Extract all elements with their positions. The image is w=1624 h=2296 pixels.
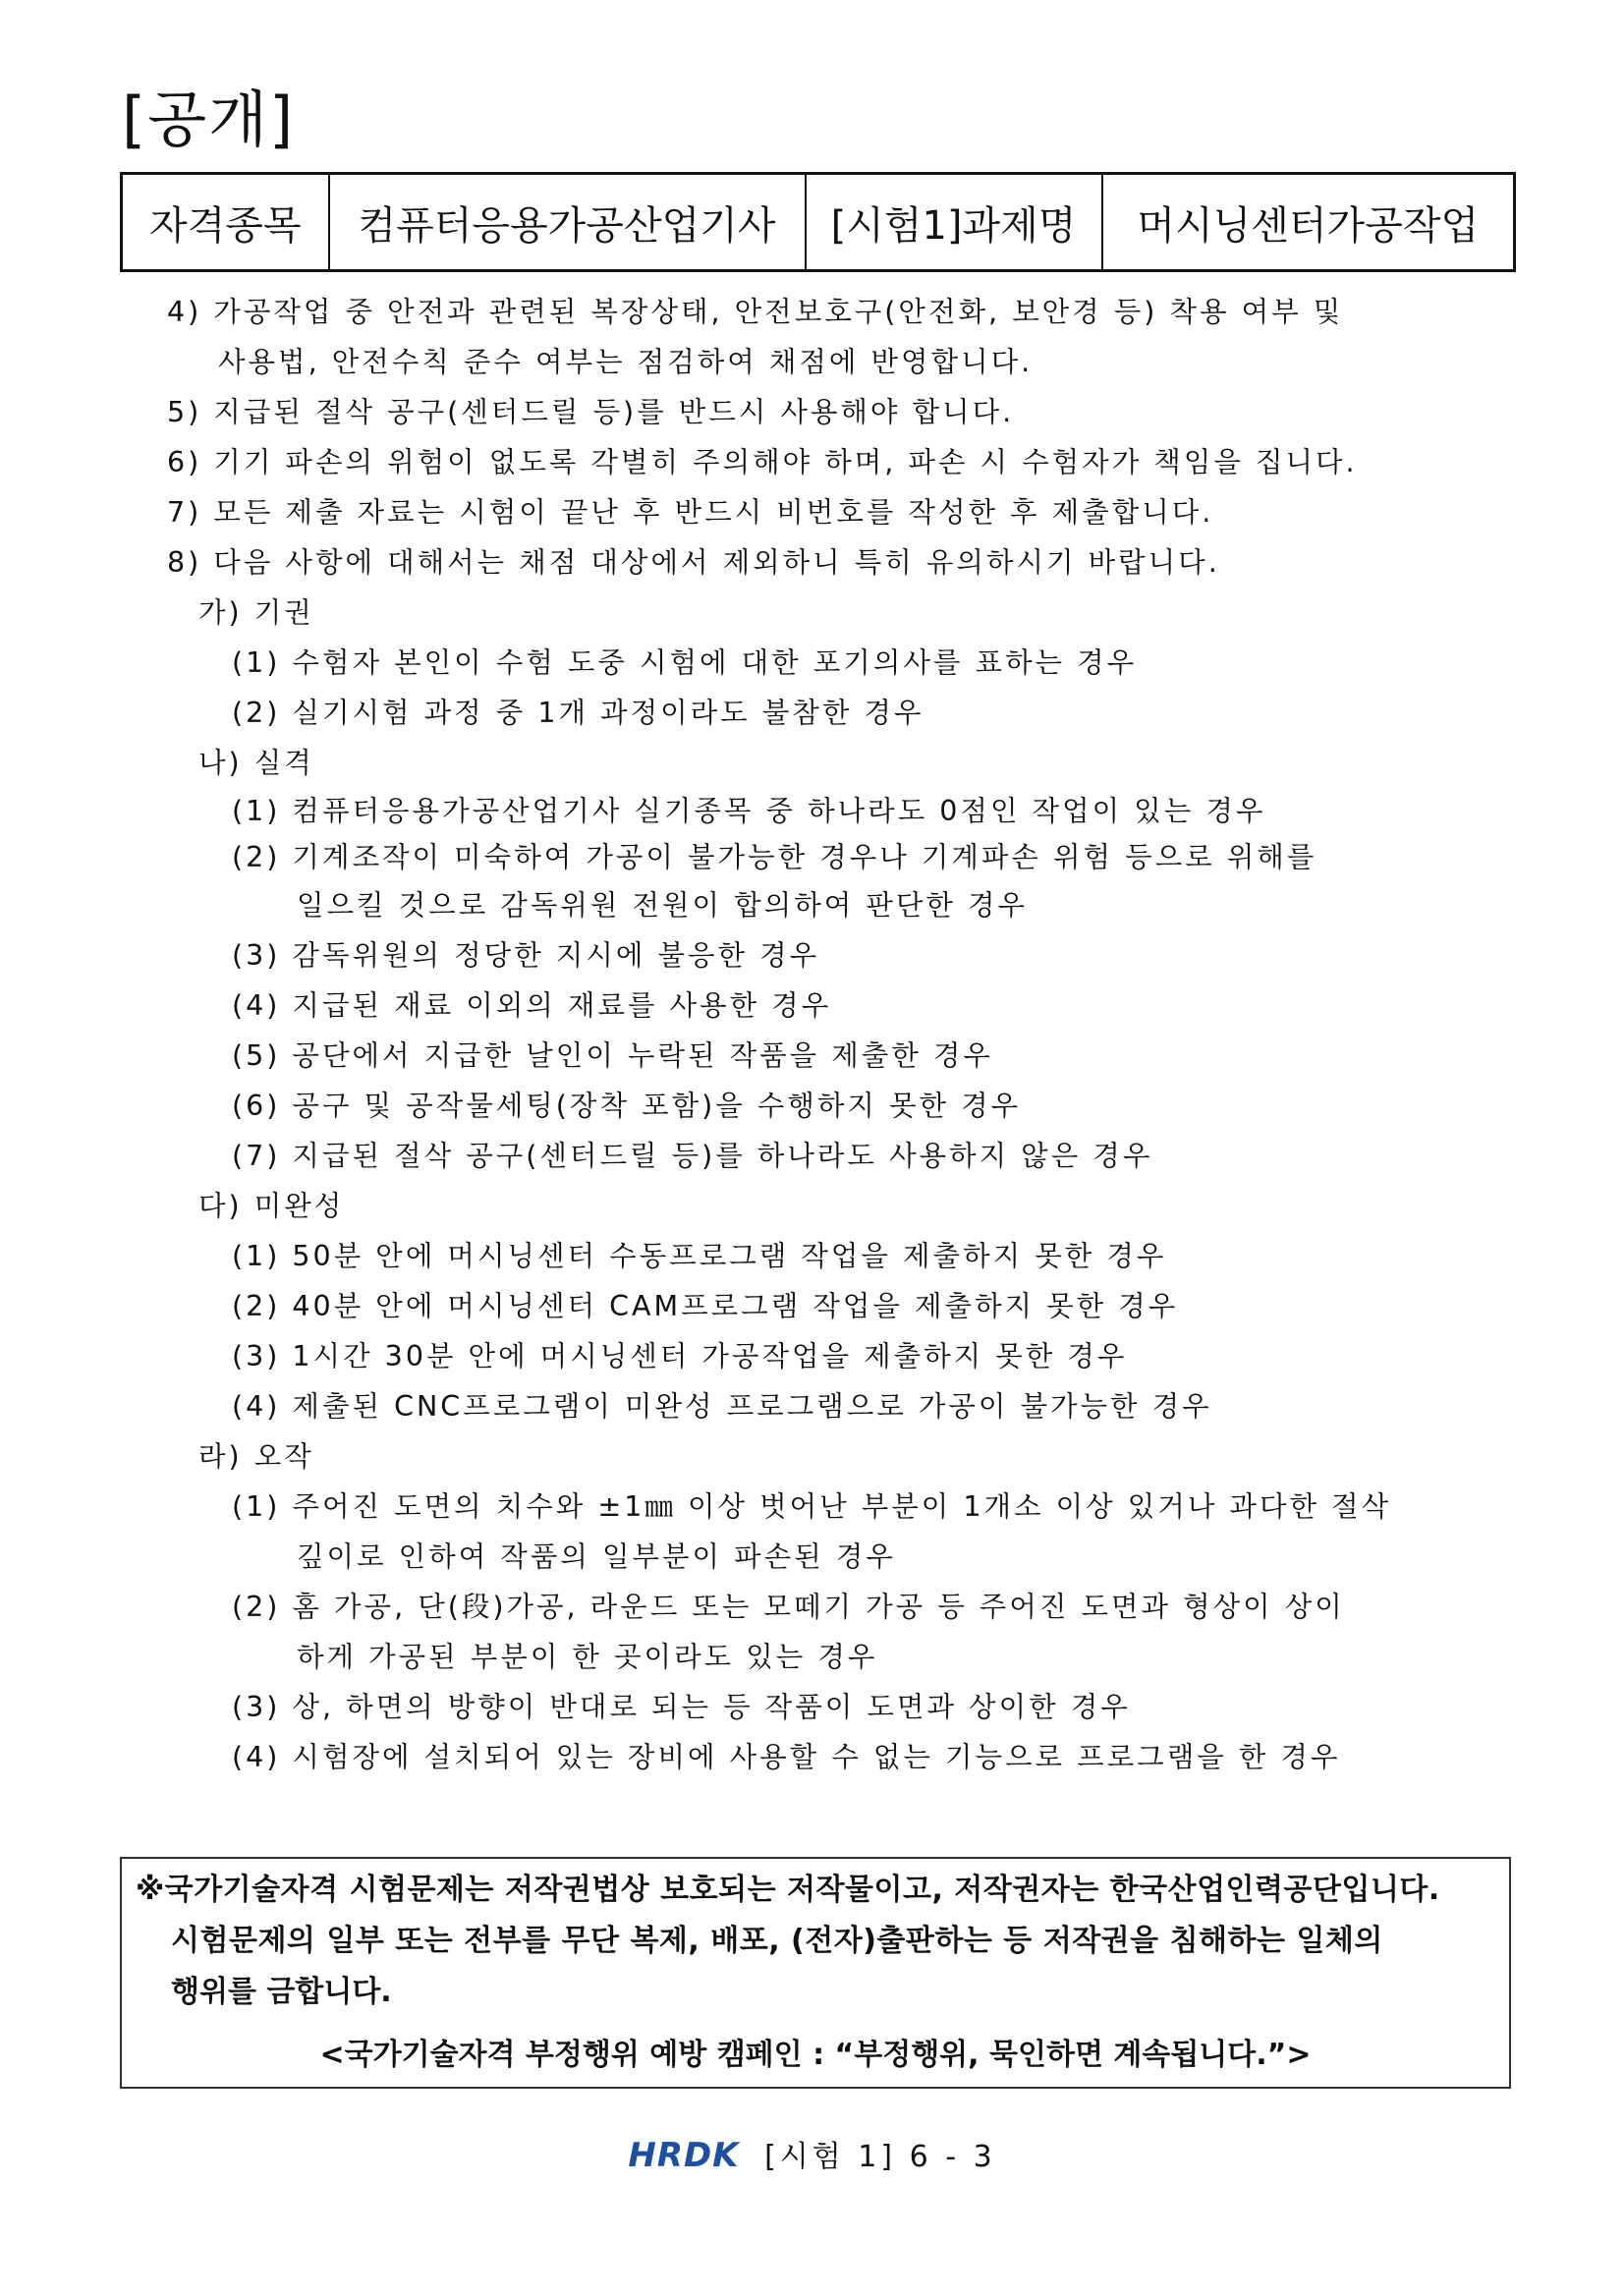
list-item: (3) 1시간 30분 안에 머시닝센터 가공작업을 제출하지 못한 경우: [232, 1340, 1128, 1372]
rule-4-continued: 사용법, 안전수칙 준수 여부는 점검하여 채점에 반영합니다.: [218, 346, 1034, 378]
list-item: (1) 주어진 도면의 치수와 ±1㎜ 이상 벗어난 부분이 1개소 이상 있거나 과다한 절삭: [232, 1490, 1392, 1523]
rule-6: 6) 기기 파손의 위험이 없도록 각별히 주의해야 하며, 파손 시 수험자가 책임을 집니다.: [167, 446, 1358, 478]
list-item: (1) 50분 안에 머시닝센터 수동프로그램 작업을 제출하지 못한 경우: [232, 1240, 1167, 1272]
rule-4: 4) 가공작업 중 안전과 관련된 복장상태, 안전보호구(안전화, 보안경 등) 착용 여부 및: [167, 296, 1344, 328]
list-item: (6) 공구 및 공작물세팅(장착 포함)을 수행하지 못한 경우: [232, 1090, 1022, 1122]
list-item: (4) 시험장에 설치되어 있는 장비에 사용할 수 없는 기능으로 프로그램을 한 경우: [232, 1741, 1341, 1773]
notice-line-1: ※국가기술자격 시험문제는 저작권법상 보호되는 저작물이고, 저작권자는 한국산업인력공단입니다.: [136, 1873, 1440, 1907]
list-item: (3) 감독위원의 정당한 지시에 불응한 경우: [232, 939, 820, 972]
list-item: (5) 공단에서 지급한 날인이 누락된 작품을 제출한 경우: [232, 1039, 993, 1072]
page-footer: [0, 2132, 1624, 2175]
list-item-continued: 깊이로 인하여 작품의 일부분이 파손된 경우: [297, 1540, 896, 1573]
list-item: (3) 상, 하면의 방향이 반대로 되는 등 작품이 도면과 상이한 경우: [232, 1691, 1131, 1723]
notice-line-2: 시험문제의 일부 또는 전부를 무단 복제, 배포, (전자)출판하는 등 저작권을 침해하는 일체의: [171, 1924, 1383, 1958]
list-item-continued: 하게 가공된 부분이 한 곳이라도 있는 경우: [297, 1641, 878, 1673]
rule-8: 8) 다음 사항에 대해서는 채점 대상에서 제외하니 특히 유의하시기 바랍니다.: [167, 546, 1220, 579]
page-number: [시험 1] 6 - 3: [764, 2140, 996, 2174]
qualification-value: 컴퓨터응용가공산업기사: [329, 174, 806, 271]
qualification-label: 자격종목: [122, 174, 329, 271]
section-heading: 나) 실격: [198, 747, 314, 779]
copyright-notice: [120, 1857, 1511, 2089]
instructions-body: [167, 287, 1523, 1782]
campaign-slogan: <국가기술자격 부정행위 예방 캠페인 : “부정행위, 묵인하면 계속됩니다.”>: [319, 2038, 1312, 2072]
list-item: (2) 홈 가공, 단(段)가공, 라운드 또는 모떼기 가공 등 주어진 도면과 형상이 상이: [232, 1591, 1345, 1623]
list-item: (2) 기계조작이 미숙하여 가공이 불가능한 경우나 기계파손 위험 등으로 위해를: [232, 841, 1317, 873]
list-item: (2) 실기시험 과정 중 1개 과정이라도 불참한 경우: [232, 697, 924, 729]
list-item: (2) 40분 안에 머시닝센터 CAM프로그램 작업을 제출하지 못한 경우: [232, 1290, 1179, 1322]
test-title-label: [시험1]과제명: [806, 174, 1102, 271]
rule-7: 7) 모든 제출 자료는 시험이 끝난 후 반드시 비번호를 작성한 후 제출합니다.: [167, 496, 1214, 529]
list-item: (1) 수험자 본인이 수험 도중 시험에 대한 포기의사를 표하는 경우: [232, 646, 1138, 679]
list-item: (1) 컴퓨터응용가공산업기사 실기종목 중 하나라도 0점인 작업이 있는 경우: [232, 795, 1266, 827]
rule-5: 5) 지급된 절삭 공구(센터드릴 등)를 반드시 사용해야 합니다.: [167, 396, 1015, 428]
page-label: [공개]: [122, 84, 296, 155]
list-item: (4) 지급된 재료 이외의 재료를 사용한 경우: [232, 989, 832, 1022]
section-heading: 라) 오작: [198, 1440, 314, 1473]
section-heading: 다) 미완성: [198, 1190, 345, 1222]
test-title-value: 머시닝센터가공작업: [1102, 174, 1515, 271]
list-item: (7) 지급된 절삭 공구(센터드릴 등)를 하나라도 사용하지 않은 경우: [232, 1140, 1153, 1172]
list-item: (4) 제출된 CNC프로그램이 미완성 프로그램으로 가공이 불가능한 경우: [232, 1390, 1212, 1423]
section-heading: 가) 기권: [198, 596, 314, 629]
header-table: [120, 172, 1516, 272]
list-item-continued: 일으킬 것으로 감독위원 전원이 합의하여 판단한 경우: [297, 889, 1029, 922]
notice-line-3: 행위를 금합니다.: [171, 1975, 392, 2009]
hrdk-logo: HRDK: [628, 2136, 740, 2175]
